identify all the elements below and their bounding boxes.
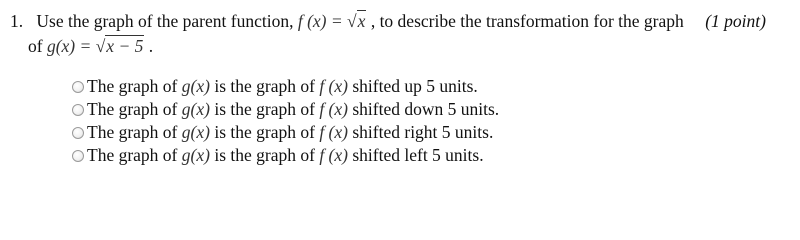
radio-button-2[interactable] <box>72 104 84 116</box>
question-line2-suffix: . <box>144 36 154 56</box>
radio-button-1[interactable] <box>72 81 84 93</box>
g-expression: g(x) = <box>46 36 96 56</box>
option-text-pre: The graph of <box>87 145 182 165</box>
option-g: g(x) <box>181 122 210 142</box>
radio-button-3[interactable] <box>72 127 84 139</box>
option-g: g(x) <box>181 76 210 96</box>
question-line-1 <box>10 10 790 32</box>
question-text-before: Use the graph of the parent function, <box>32 11 298 31</box>
option-g: g(x) <box>181 145 210 165</box>
answer-option-4[interactable] <box>72 144 499 167</box>
option-text-mid: is the graph of <box>209 99 320 119</box>
f-radicand: x <box>357 11 366 31</box>
option-text-pre: The graph of <box>87 122 182 142</box>
question-number: 1. <box>10 11 24 31</box>
option-f: f (x) <box>319 145 348 165</box>
g-radical <box>96 35 145 57</box>
option-text-pre: The graph of <box>87 76 182 96</box>
option-text-mid: is the graph of <box>209 76 320 96</box>
radical-sign-icon: √ <box>95 36 106 56</box>
question-block <box>10 10 790 57</box>
answer-option-1[interactable] <box>72 75 499 98</box>
option-f: f (x) <box>319 99 348 119</box>
answer-options <box>72 75 499 167</box>
radio-button-4[interactable] <box>72 150 84 162</box>
answer-option-2[interactable] <box>72 98 499 121</box>
option-f: f (x) <box>319 122 348 142</box>
option-text-post: shifted down 5 units. <box>347 99 500 119</box>
radical-sign-icon: √ <box>347 11 357 31</box>
option-text-post: shifted right 5 units. <box>347 122 494 142</box>
option-text-post: shifted up 5 units. <box>347 76 478 96</box>
question-line-2 <box>10 35 790 57</box>
question-line2-prefix: of <box>28 36 47 56</box>
option-text-pre: The graph of <box>87 99 182 119</box>
f-expression: f (x) = <box>297 11 348 31</box>
points-label: (1 point) <box>705 11 766 31</box>
option-text-mid: is the graph of <box>209 145 320 165</box>
question-text-after: , to describe the transformation for the graph <box>366 11 684 31</box>
option-text-post: shifted left 5 units. <box>347 145 484 165</box>
f-radical <box>347 10 366 32</box>
answer-option-3[interactable] <box>72 121 499 144</box>
g-radicand: x − 5 <box>106 36 144 56</box>
option-g: g(x) <box>181 99 210 119</box>
option-f: f (x) <box>319 76 348 96</box>
option-text-mid: is the graph of <box>209 122 320 142</box>
